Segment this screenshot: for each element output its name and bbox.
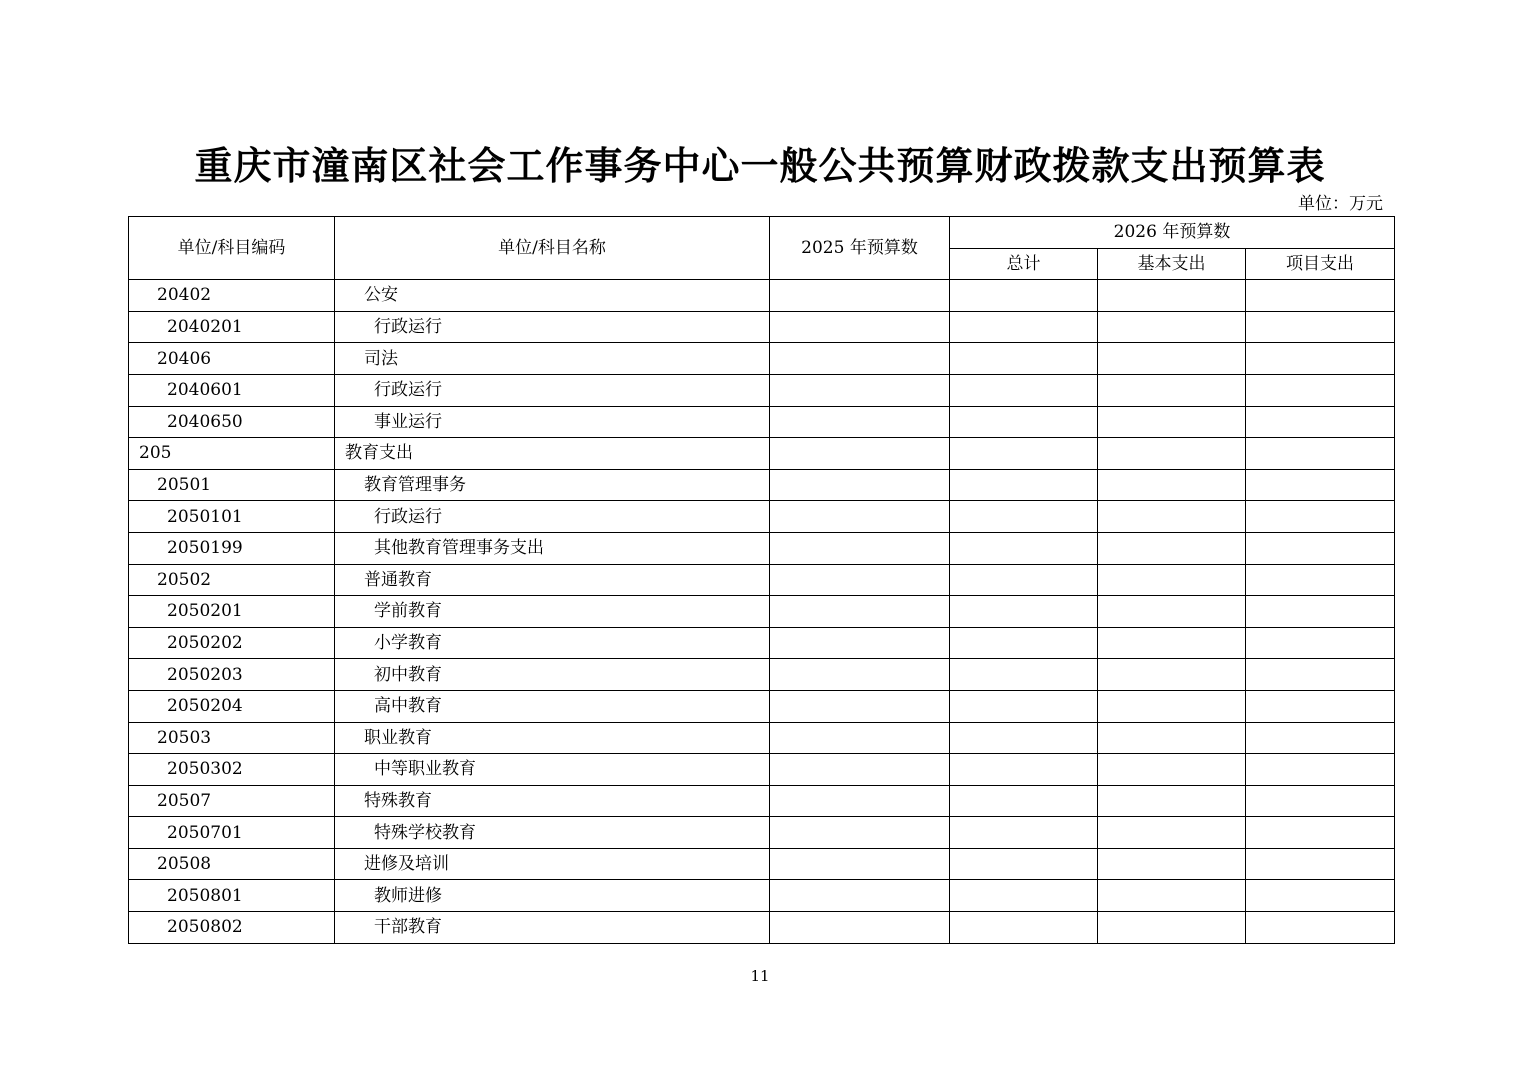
row-basic [1098,754,1246,786]
table-row [129,564,1395,596]
row-total [950,912,1098,944]
row-total [950,722,1098,754]
table-row [129,596,1395,628]
row-budget-2025 [770,722,950,754]
row-total [950,374,1098,406]
row-code: 20406 [129,343,335,375]
row-total [950,280,1098,312]
row-basic [1098,912,1246,944]
row-basic [1098,469,1246,501]
row-basic [1098,690,1246,722]
row-name: 学前教育 [335,596,770,628]
row-total [950,406,1098,438]
row-total [950,785,1098,817]
header-budget-2026: 2026 年预算数 [950,217,1395,249]
table-row [129,501,1395,533]
row-name: 行政运行 [335,311,770,343]
row-name: 干部教育 [335,912,770,944]
row-basic [1098,343,1246,375]
table-row [129,311,1395,343]
header-code: 单位/科目编码 [129,217,335,280]
row-total [950,438,1098,470]
row-name: 行政运行 [335,501,770,533]
row-basic [1098,280,1246,312]
table-row [129,469,1395,501]
header-project: 项目支出 [1246,248,1395,280]
table-header [129,217,1395,280]
header-budget-2025: 2025 年预算数 [770,217,950,280]
row-basic [1098,406,1246,438]
row-name: 其他教育管理事务支出 [335,532,770,564]
row-basic [1098,848,1246,880]
row-code: 205 [129,438,335,470]
budget-table [128,216,1395,944]
row-total [950,880,1098,912]
row-name: 进修及培训 [335,848,770,880]
row-name: 普通教育 [335,564,770,596]
row-budget-2025 [770,280,950,312]
row-project [1246,564,1395,596]
row-code: 20508 [129,848,335,880]
row-budget-2025 [770,817,950,849]
row-basic [1098,880,1246,912]
row-basic [1098,722,1246,754]
row-budget-2025 [770,564,950,596]
row-total [950,690,1098,722]
table-row [129,406,1395,438]
row-project [1246,406,1395,438]
row-name: 教育管理事务 [335,469,770,501]
row-code: 2050801 [129,880,335,912]
row-budget-2025 [770,532,950,564]
row-budget-2025 [770,311,950,343]
header-total: 总计 [950,248,1098,280]
row-project [1246,501,1395,533]
row-basic [1098,596,1246,628]
table-row [129,880,1395,912]
unit-label: 单位：万元 [1298,194,1383,214]
row-name: 特殊学校教育 [335,817,770,849]
row-basic [1098,659,1246,691]
row-code: 2050101 [129,501,335,533]
row-total [950,311,1098,343]
row-project [1246,627,1395,659]
row-budget-2025 [770,501,950,533]
row-code: 20501 [129,469,335,501]
row-total [950,627,1098,659]
row-code: 2050203 [129,659,335,691]
row-basic [1098,532,1246,564]
row-total [950,754,1098,786]
row-project [1246,438,1395,470]
row-basic [1098,311,1246,343]
row-budget-2025 [770,374,950,406]
row-basic [1098,627,1246,659]
row-name: 教师进修 [335,880,770,912]
row-budget-2025 [770,343,950,375]
row-total [950,659,1098,691]
table-row [129,438,1395,470]
row-project [1246,785,1395,817]
table-row [129,754,1395,786]
row-name: 职业教育 [335,722,770,754]
row-project [1246,722,1395,754]
table-row [129,659,1395,691]
row-budget-2025 [770,596,950,628]
row-basic [1098,438,1246,470]
row-name: 事业运行 [335,406,770,438]
row-code: 2050202 [129,627,335,659]
table-row [129,690,1395,722]
row-code: 2050701 [129,817,335,849]
row-budget-2025 [770,406,950,438]
row-budget-2025 [770,912,950,944]
row-project [1246,280,1395,312]
row-basic [1098,817,1246,849]
row-project [1246,532,1395,564]
row-budget-2025 [770,754,950,786]
row-budget-2025 [770,659,950,691]
row-project [1246,912,1395,944]
row-basic [1098,564,1246,596]
table-row [129,374,1395,406]
table-row [129,848,1395,880]
table-row [129,785,1395,817]
row-project [1246,596,1395,628]
page-number: 11 [750,967,770,985]
row-basic [1098,785,1246,817]
row-code: 2050199 [129,532,335,564]
header-basic: 基本支出 [1098,248,1246,280]
row-code: 2050802 [129,912,335,944]
row-project [1246,374,1395,406]
table-row [129,532,1395,564]
row-project [1246,817,1395,849]
table-row [129,817,1395,849]
row-code: 20507 [129,785,335,817]
row-total [950,501,1098,533]
table-row [129,912,1395,944]
row-code: 2040650 [129,406,335,438]
row-budget-2025 [770,627,950,659]
row-project [1246,343,1395,375]
row-name: 公安 [335,280,770,312]
row-code: 2050201 [129,596,335,628]
row-project [1246,469,1395,501]
row-budget-2025 [770,690,950,722]
table-row [129,280,1395,312]
table-row [129,343,1395,375]
row-code: 2050302 [129,754,335,786]
header-name: 单位/科目名称 [335,217,770,280]
row-name: 高中教育 [335,690,770,722]
table-body [129,280,1395,943]
row-code: 2050204 [129,690,335,722]
row-name: 初中教育 [335,659,770,691]
row-code: 2040601 [129,374,335,406]
row-name: 特殊教育 [335,785,770,817]
row-basic [1098,501,1246,533]
row-code: 2040201 [129,311,335,343]
row-project [1246,848,1395,880]
row-name: 小学教育 [335,627,770,659]
row-budget-2025 [770,438,950,470]
row-total [950,469,1098,501]
row-total [950,817,1098,849]
row-budget-2025 [770,880,950,912]
row-total [950,848,1098,880]
row-name: 行政运行 [335,374,770,406]
row-total [950,596,1098,628]
row-code: 20402 [129,280,335,312]
page-title: 重庆市潼南区社会工作事务中心一般公共预算财政拨款支出预算表 [194,143,1326,188]
table-row [129,627,1395,659]
row-project [1246,690,1395,722]
row-project [1246,754,1395,786]
row-budget-2025 [770,469,950,501]
row-project [1246,311,1395,343]
row-total [950,532,1098,564]
row-total [950,564,1098,596]
row-total [950,343,1098,375]
row-code: 20502 [129,564,335,596]
row-project [1246,659,1395,691]
row-project [1246,880,1395,912]
table-row [129,722,1395,754]
row-name: 司法 [335,343,770,375]
row-budget-2025 [770,785,950,817]
row-name: 中等职业教育 [335,754,770,786]
row-name: 教育支出 [335,438,770,470]
row-budget-2025 [770,848,950,880]
row-basic [1098,374,1246,406]
row-code: 20503 [129,722,335,754]
